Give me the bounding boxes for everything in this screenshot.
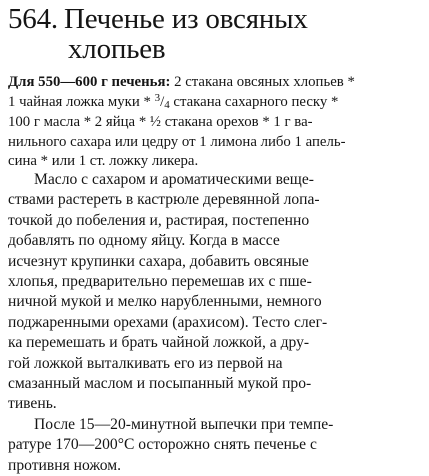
ingredients-text: 2 стакана овсяных хлопьев *	[170, 74, 355, 90]
instructions-line: хлопья, предварительно перемешав их с пше-	[8, 273, 312, 291]
fraction-denominator: 4	[164, 98, 170, 111]
instructions-line: добавлять по одному яйцу. Когда в массе	[8, 232, 280, 250]
recipe-title	[8, 4, 418, 64]
instructions-line: После 15—20-минутной выпечки при темпе-	[34, 415, 334, 433]
instructions-line: Масло с сахаром и ароматическими веще-	[34, 171, 314, 188]
instructions-block	[8, 170, 421, 476]
ingredients-text: 1 чайная ложка муки *	[8, 93, 155, 110]
recipe-title-line2: хлопьев	[68, 33, 166, 65]
instructions-line: ствами растереть в кастрюле деревянной лопа-	[8, 191, 320, 209]
instructions-line: тивень.	[8, 395, 57, 413]
ingredients-line: сина * или 1 ст. ложку ликера.	[8, 153, 199, 170]
instructions-line: ничной мукой и мелко нарубленными, немного	[8, 293, 322, 311]
instructions-line: точкой до побеления и, растирая, постепенно	[8, 211, 310, 229]
ingredients-line	[8, 93, 421, 114]
ingredients-text: стакана орехов * 1 г ва-	[161, 114, 313, 131]
fraction-half: ½	[149, 114, 162, 131]
fraction-numerator: 3	[154, 91, 161, 104]
ingredients-line	[8, 113, 421, 133]
instructions-line: противня ножом.	[8, 456, 122, 474]
recipe-title-line1: Печенье из овсяных	[63, 3, 308, 35]
instructions-line: ратуре 170—200°С осторожно снять печенье с	[8, 436, 317, 454]
fraction-slash: /	[160, 93, 165, 110]
ingredients-block	[8, 73, 421, 172]
instructions-line: ка перемешать и брать чайной ложкой, а дру-	[8, 334, 310, 352]
ingredients-lead: Для 550—600 г печенья:	[8, 74, 171, 90]
ingredients-text: 100 г масла * 2 яйца *	[8, 114, 150, 131]
instructions-line: смазанный маслом и посыпанный мукой про-	[8, 375, 312, 393]
ingredients-line: нильного сахара или цедру от 1 лимона либо 1 апель-	[8, 133, 346, 150]
instructions-line: гой ложкой выталкивать его из первой на	[8, 354, 283, 372]
instructions-line: поджаренными орехами (арахисом). Тесто слег-	[8, 313, 328, 331]
recipe-number: 564.	[8, 3, 58, 35]
instructions-line: исчезнут крупинки сахара, добавить овсяные	[8, 252, 309, 270]
ingredients-line	[8, 73, 421, 93]
ingredients-text: стакана сахарного песку *	[169, 93, 339, 110]
